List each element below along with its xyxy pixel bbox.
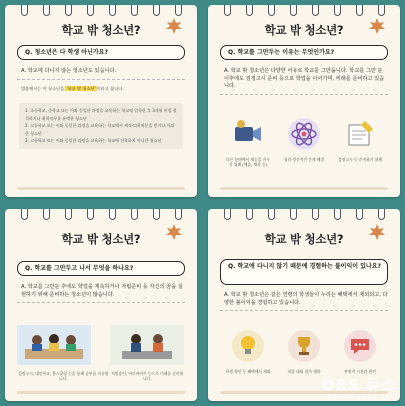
card-students-question bbox=[5, 5, 197, 197]
card-after-leaving bbox=[5, 209, 197, 401]
broadcaster-watermark: OBS 뉴스 종합미디어 오비에스 방송 bbox=[321, 376, 397, 402]
activity-photos bbox=[17, 325, 185, 382]
answer-text: A. 학교 밖 청소년은 같은 연령의 학생들이 누리는 혜택에서 제외되고, 다양한 불이익을 경험하고 있습니다. bbox=[220, 289, 388, 311]
definition-item: 3. 고등학교 또는 이와 동일한 과정을 교육하는 학교에 진학하지 아니한 청소년 bbox=[25, 138, 162, 144]
binder-rings bbox=[208, 209, 400, 219]
trophy-icon bbox=[287, 329, 321, 363]
disadvantage-item: 학생 할인 등 혜택에서 제외 bbox=[225, 329, 271, 374]
binder-rings bbox=[5, 5, 197, 15]
video-camera-icon bbox=[231, 117, 265, 151]
photo-item: 직업훈련, 아르바이트 등으로 미래를 준비합니다. bbox=[110, 325, 185, 382]
definition-item: 2. 고등학교 또는 이와 동일한 과정을 교육하는 학교에서 제적·퇴학처분을 받거나 자퇴한 청소년 bbox=[25, 123, 175, 136]
disadvantage-icons bbox=[220, 329, 388, 374]
job-training-photo bbox=[110, 325, 184, 365]
definition-list bbox=[19, 103, 183, 149]
disadvantage-item: 부정적 시선과 편견 bbox=[337, 329, 383, 374]
answer-text: A. 학교를 그만둔 후에도 학업을 계속하거나 자립준비 등 자신의 꿈을 실현하기 위해 준비하는 청소년이 많습니다. bbox=[17, 281, 185, 303]
question-box: Q. 학교를 그만두는 이유는 무엇인가요? bbox=[220, 45, 388, 60]
photo-item: 검정고시, 대안학교, 홈스쿨링 등을 통해 공부를 지속합니다. bbox=[17, 325, 110, 382]
reason-item: 심리·정신적인 문제 해결 bbox=[281, 117, 327, 168]
question-box: Q. 학교에 다니지 않기 때문에 경험하는 불이익이 있나요? bbox=[220, 259, 388, 285]
law-note: 법률에서는 이 청소년을 '학교 밖 청소년'이라고 합니다. bbox=[21, 86, 124, 91]
page-title: 학교 밖 청소년? bbox=[61, 23, 141, 37]
answer-text: A. 학교에 다니지 않는 청소년도 있습니다. bbox=[17, 65, 185, 80]
reason-item: 다른 분야에서 재능을 키우기 위해 (예술, 체육 등) bbox=[225, 117, 271, 168]
definition-item: 1. 초등학교, 중학교 또는 이와 동일한 과정을 교육하는 학교에 입학한 후 3개월 이상 결석하거나 취학의무를 유예한 청소년 bbox=[25, 108, 177, 121]
disadvantage-item: 각종 대회 참가 제한 bbox=[281, 329, 327, 374]
reason-item: 검정고시 등 준비하기 위해 bbox=[337, 117, 383, 168]
page-title: 학교 밖 청소년? bbox=[61, 232, 141, 246]
page-title: 학교 밖 청소년? bbox=[264, 232, 344, 246]
bottom-bar bbox=[17, 187, 185, 190]
pencil-paper-icon bbox=[343, 117, 377, 151]
answer-text: A. 학교 밖 청소년은 다양한 이유로 학교를 그만둡니다. 학교를 그만 둔 이후에도 검정고시 준비 등으로 학업을 이어가며, 미래를 준비하고 있습니다. bbox=[220, 65, 388, 95]
page-title: 학교 밖 청소년? bbox=[264, 23, 344, 37]
binder-rings bbox=[208, 5, 400, 15]
speech-bubble-icon bbox=[343, 329, 377, 363]
question-box: Q. 학교를 그만두고 나서 무엇을 하나요? bbox=[17, 261, 185, 276]
question-box: Q. 청소년은 다 학생 아닌가요? bbox=[17, 45, 185, 60]
bottom-bar bbox=[17, 391, 185, 394]
card-disadvantages bbox=[208, 209, 400, 401]
lightbulb-icon bbox=[231, 329, 265, 363]
study-group-photo bbox=[17, 325, 91, 365]
bottom-bar bbox=[220, 187, 388, 190]
binder-rings bbox=[5, 209, 197, 219]
atom-icon bbox=[287, 117, 321, 151]
reason-icons bbox=[220, 117, 388, 168]
card-reasons bbox=[208, 5, 400, 197]
